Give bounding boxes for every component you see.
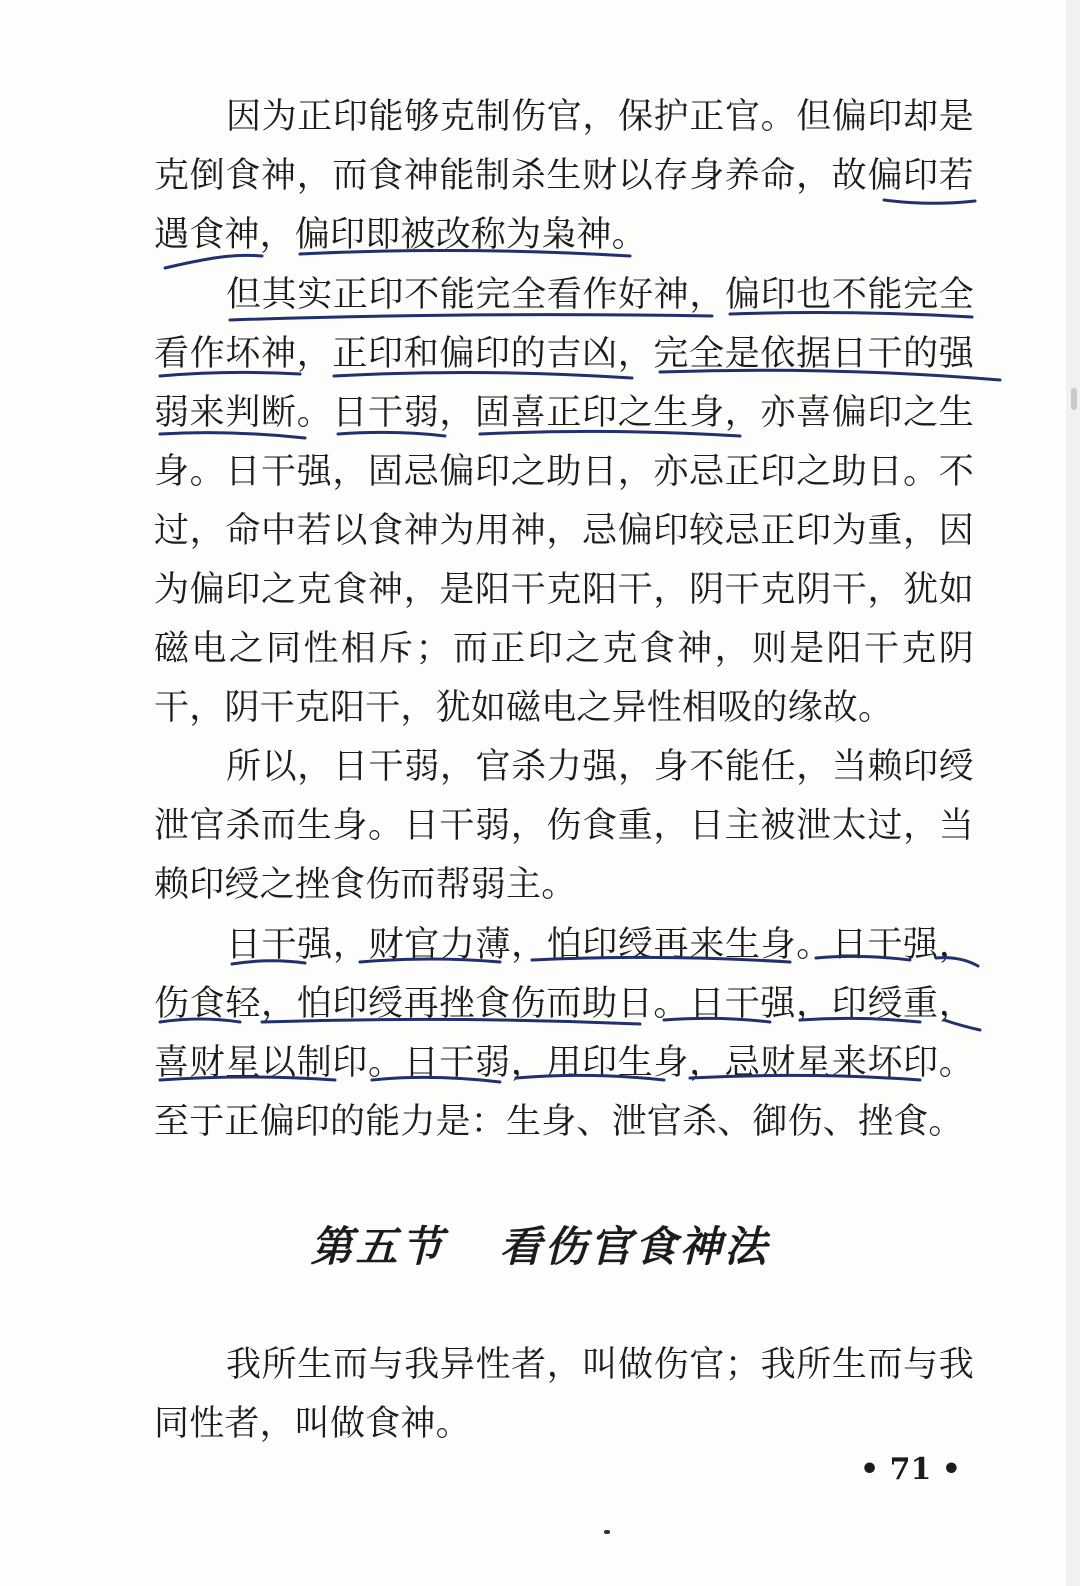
paragraph-5: 我所生而与我异性者，叫做伤官；我所生而与我同性者，叫做食神。	[154, 1345, 974, 1444]
paragraph-3: 所以，日干弱，官杀力强，身不能任，当赖印绶泄官杀而生身。日干弱，伤食重，日主被泄太过，当赖印绶之挫食伤而帮弱主。	[154, 747, 974, 905]
scrollbar-track[interactable]	[1066, 0, 1080, 1586]
print-speck	[604, 1530, 610, 1534]
paragraph-1: 因为正印能够克制伤官，保护正官。但偏印却是克倒食神，而食神能制杀生财以存身养命，故偏印若遇食神，偏印即被改称为枭神。	[154, 97, 974, 255]
section-title: 看伤官食神法	[499, 1222, 770, 1271]
paragraph-4: 日干强，财官力薄，怕印绶再来生身。日干强，伤食轻，怕印绶再挫食伤而助日。日干强，印绶重，喜财星以制印。日干弱，用印生身，忌财星来坏印。至于正偏印的能力是：生身、泄官杀、御伤、挫食。	[154, 925, 974, 1142]
scrollbar-thumb[interactable]	[1071, 388, 1077, 410]
paragraph-2: 但其实正印不能完全看作好神，偏印也不能完全看作坏神，正印和偏印的吉凶，完全是依据日干的强弱来判断。日干弱，固喜正印之生身，亦喜偏印之生身。日干强，固忌偏印之助日，亦忌正印之助日。不过，命中若以食神为用神，忌偏印较忌正印为重，因为偏印之克食神，是阳干克阳干，阴干克阴干，犹如磁电之同性相斥；而正印之克食神，则是阳干克阴干，阴干克阳干，犹如磁电之异性相吸的缘故。	[154, 275, 974, 728]
section-heading	[0, 1214, 1080, 1274]
section-number: 第五节	[310, 1222, 446, 1271]
page-number: • 71 •	[860, 1452, 961, 1487]
